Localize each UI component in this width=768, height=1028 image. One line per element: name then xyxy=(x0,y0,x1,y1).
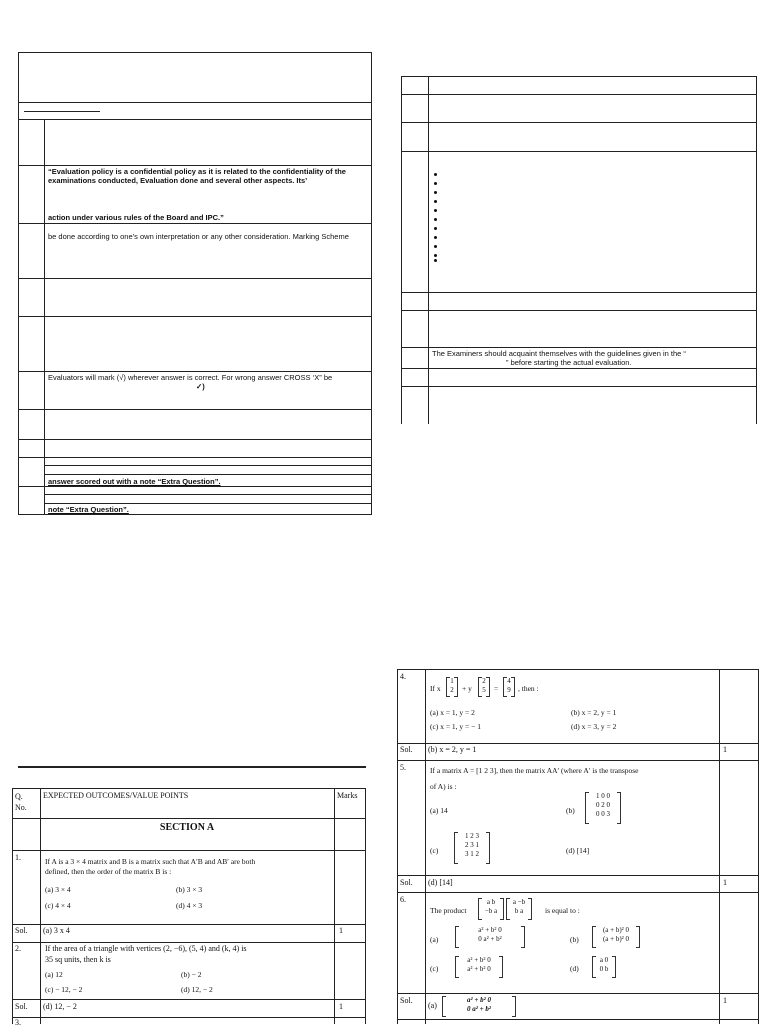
q6-option-d: (d) xyxy=(570,964,579,973)
q5-option-b: (b) xyxy=(566,806,575,815)
q2-option-a: (a) 12 xyxy=(45,970,63,979)
bullet-icon xyxy=(434,209,437,212)
q2-stem-1: If the area of a triangle with vertices (2, −6), (5, 4) and (k, 4) is xyxy=(45,944,247,953)
q6-matrix-d: a 0 0 b xyxy=(592,956,616,978)
q5-solution: (d) [14] xyxy=(428,878,453,887)
q1-number: 1. xyxy=(15,853,21,862)
q6-stem-suffix: is equal to : xyxy=(545,906,580,915)
q4-option-d: (d) x = 3, y = 2 xyxy=(571,722,617,731)
q6-option-c: (c) xyxy=(430,964,439,973)
q5-matrix-b: 1 0 0 0 2 0 0 0 3 xyxy=(585,792,621,824)
examiners-text-1: The Examiners should acquaint themselves with the guidelines given in the “ xyxy=(432,349,686,358)
action-text: action under various rules of the Board and IPC.” xyxy=(48,213,224,222)
bullet-icon xyxy=(434,236,437,239)
q4-option-a: (a) x = 1, y = 2 xyxy=(430,708,475,717)
q4-matrix-2: 2 5 xyxy=(478,677,490,697)
q1-mark: 1 xyxy=(339,926,343,935)
q6-mark: 1 xyxy=(723,996,727,1005)
extra-question-note-1: answer scored out with a note “Extra Question”. xyxy=(48,477,221,486)
q2-mark: 1 xyxy=(339,1002,343,1011)
q4-matrix-1: 1 2 xyxy=(446,677,458,697)
q6-option-a: (a) xyxy=(430,935,439,944)
qno-header: Q. No. xyxy=(15,792,27,812)
q5-number: 5. xyxy=(400,763,406,772)
q6-sol-prefix: (a) xyxy=(428,1001,437,1010)
q5-mark: 1 xyxy=(723,878,727,887)
q4-stem-prefix: If x xyxy=(430,684,441,693)
q6-solution-matrix: a² + b² 0 0 a² + b² xyxy=(442,996,516,1017)
q1-stem-2: defined, then the order of the matrix B is : xyxy=(45,867,172,876)
q4-stem-suffix: , then : xyxy=(518,684,539,693)
q3-number: 3. xyxy=(15,1018,21,1027)
tick-mark: ✓) xyxy=(196,382,205,391)
q4-option-c: (c) x = 1, y = − 1 xyxy=(430,722,482,731)
divider xyxy=(18,766,366,768)
q6-number: 6. xyxy=(400,895,406,904)
q2-stem-2: 35 sq units, then k is xyxy=(45,955,111,964)
q6-product-matrix-2: a −b b a xyxy=(506,898,532,920)
q5-matrix-c: 1 2 3 2 3 1 3 1 2 xyxy=(454,832,490,864)
q6-matrix-b: (a + b)² 0 (a + b)² 0 xyxy=(592,926,640,948)
q5-option-d: (d) [14] xyxy=(566,846,590,855)
extra-question-note-2: note “Extra Question”. xyxy=(48,505,129,514)
q4-number: 4. xyxy=(400,672,406,681)
q1-option-b: (b) 3 × 3 xyxy=(176,885,203,894)
q1-sol-label: Sol. xyxy=(15,926,28,935)
q4-mark: 1 xyxy=(723,745,727,754)
bullet-icon xyxy=(434,227,437,230)
bullet-icon xyxy=(434,218,437,221)
q1-solution: (a) 3 x 4 xyxy=(43,926,70,935)
bullet-icon xyxy=(434,200,437,203)
q4-matrix-3: 4 9 xyxy=(503,677,515,697)
q4-stem-mid-1: + y xyxy=(462,684,472,693)
section-title: SECTION A xyxy=(159,822,215,833)
q6-option-b: (b) xyxy=(570,935,579,944)
q2-number: 2. xyxy=(15,944,21,953)
q2-sol-label: Sol. xyxy=(15,1002,28,1011)
q2-option-c: (c) − 12, − 2 xyxy=(45,985,83,994)
marks-header: Marks xyxy=(337,791,358,800)
q2-option-d: (d) 12, − 2 xyxy=(181,985,213,994)
q2-option-b: (b) − 2 xyxy=(181,970,202,979)
q6-stem-prefix: The product xyxy=(430,906,467,915)
q6-product-matrix-1: a b −b a xyxy=(478,898,504,920)
q1-stem-1: If A is a 3 × 4 matrix and B is a matrix such that A′B and AB′ are both xyxy=(45,857,256,866)
examiners-text-2: ” before starting the actual evaluation. xyxy=(506,358,632,367)
bullet-icon xyxy=(434,173,437,176)
eval-policy-text: “Evaluation policy is a confidential policy as it is related to the confidentiality of the examinations conducted, Evaluation done and several other aspects. Its’ xyxy=(48,167,346,185)
q5-option-a: (a) 14 xyxy=(430,806,448,815)
q2-solution: (d) 12, − 2 xyxy=(43,1002,77,1011)
bullet-icon xyxy=(434,259,437,262)
q5-option-c: (c) xyxy=(430,846,439,855)
bullet-icon xyxy=(434,254,437,257)
q4-solution: (b) x = 2, y = 1 xyxy=(428,745,477,754)
q4-sol-label: Sol. xyxy=(400,745,413,754)
q6-sol-label: Sol. xyxy=(400,996,413,1005)
outcomes-header: EXPECTED OUTCOMES/VALUE POINTS xyxy=(43,791,189,800)
q5-stem-2: of A) is : xyxy=(430,782,457,791)
bullet-icon xyxy=(434,245,437,248)
q4-stem-mid-2: = xyxy=(494,684,499,693)
q5-stem-1: If a matrix A = [1 2 3], then the matrix AA′ (where A′ is the transpose xyxy=(430,766,639,775)
q6-matrix-a: a² + b² 0 0 a² + b² xyxy=(455,926,525,948)
bullet-icon xyxy=(434,182,437,185)
q1-option-c: (c) 4 × 4 xyxy=(45,901,71,910)
bullet-icon xyxy=(434,191,437,194)
q1-option-a: (a) 3 × 4 xyxy=(45,885,71,894)
q6-matrix-c: a² + b² 0 a² + b² 0 xyxy=(455,956,503,978)
q5-sol-label: Sol. xyxy=(400,878,413,887)
tick-text: Evaluators will mark (√) wherever answer is correct. For wrong answer CROSS ‘X” be xyxy=(48,373,333,382)
q1-option-d: (d) 4 × 3 xyxy=(176,901,203,910)
interpretation-text: be done according to one’s own interpretation or any other consideration. Marking Scheme xyxy=(48,232,349,241)
q4-option-b: (b) x = 2, y = 1 xyxy=(571,708,617,717)
